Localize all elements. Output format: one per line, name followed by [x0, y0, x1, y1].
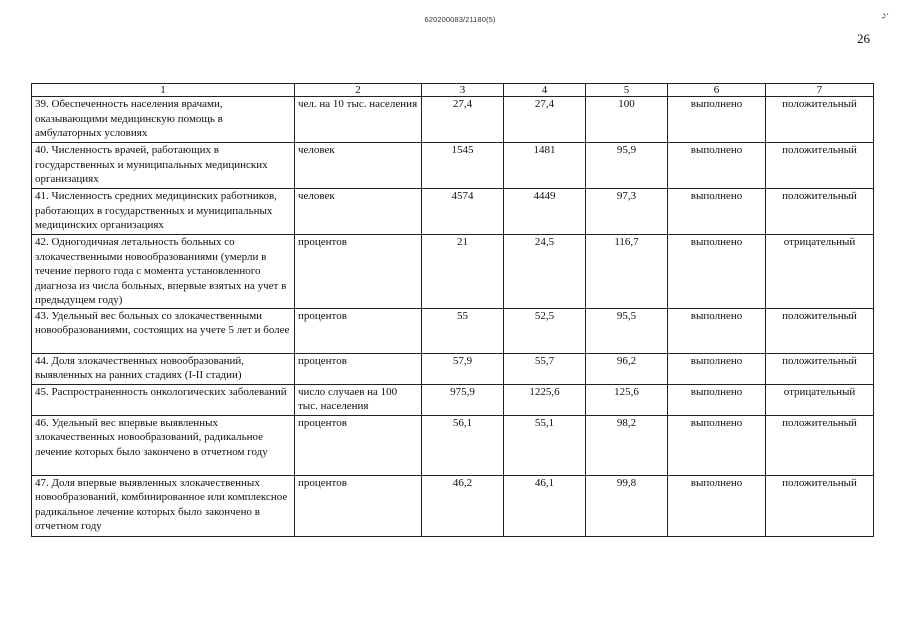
- status-cell: выполнено: [668, 308, 766, 353]
- column-header: 1: [32, 84, 295, 97]
- status-cell: выполнено: [668, 189, 766, 235]
- indicator-unit: процентов: [295, 308, 422, 353]
- status-cell: выполнено: [668, 384, 766, 415]
- handwritten-mark: ᴗ̣: [873, 10, 890, 21]
- effect-cell: положительный: [766, 353, 874, 384]
- effect-cell: положительный: [766, 189, 874, 235]
- status-cell: выполнено: [668, 143, 766, 189]
- value-col3: 975,9: [422, 384, 504, 415]
- indicator-name: 44. Доля злокачественных новообразований, выявленных на ранних стадиях (I-II стадии): [32, 353, 295, 384]
- indicator-name: 47. Доля впервые выявленных злокачественных новообразований, комбинированное или комплексное радикальное лечение которых было закончено в отчетном году: [32, 475, 295, 536]
- value-col3: 57,9: [422, 353, 504, 384]
- indicator-unit: человек: [295, 189, 422, 235]
- indicator-unit: человек: [295, 143, 422, 189]
- value-col3: 1545: [422, 143, 504, 189]
- indicator-unit: процентов: [295, 353, 422, 384]
- effect-cell: положительный: [766, 97, 874, 143]
- value-col5: 116,7: [586, 235, 668, 309]
- indicator-name: 43. Удельный вес больных со злокачественными новообразованиями, состоящих на учете 5 лет и более: [32, 308, 295, 353]
- value-col5: 98,2: [586, 415, 668, 475]
- table-row: [32, 97, 874, 143]
- indicator-name: 41. Численность средних медицинских работников, работающих в государственных и муниципальных медицинских организациях: [32, 189, 295, 235]
- column-header: 4: [504, 84, 586, 97]
- value-col4: 55,7: [504, 353, 586, 384]
- value-col5: 96,2: [586, 353, 668, 384]
- indicator-name: 45. Распространенность онкологических заболеваний: [32, 384, 295, 415]
- value-col4: 4449: [504, 189, 586, 235]
- column-header: 6: [668, 84, 766, 97]
- effect-cell: положительный: [766, 415, 874, 475]
- indicator-unit: чел. на 10 тыс. населения: [295, 97, 422, 143]
- value-col4: 1481: [504, 143, 586, 189]
- value-col4: 27,4: [504, 97, 586, 143]
- page-number: 26: [857, 31, 870, 46]
- value-col3: 55: [422, 308, 504, 353]
- status-cell: выполнено: [668, 415, 766, 475]
- effect-cell: положительный: [766, 475, 874, 536]
- value-col5: 99,8: [586, 475, 668, 536]
- indicator-unit: процентов: [295, 235, 422, 309]
- table-row: [32, 353, 874, 384]
- value-col5: 100: [586, 97, 668, 143]
- value-col3: 27,4: [422, 97, 504, 143]
- column-header: 7: [766, 84, 874, 97]
- value-col4: 1225,6: [504, 384, 586, 415]
- status-cell: выполнено: [668, 235, 766, 309]
- table-row: [32, 143, 874, 189]
- indicator-name: 42. Одногодичная летальность больных со злокачественными новообразованиями (умерли в течение первого года с момента установленного диагноза из числа больных, впервые взятых на учет в предыдущем году): [32, 235, 295, 309]
- table-row: [32, 384, 874, 415]
- indicator-name: 39. Обеспеченность населения врачами, оказывающими медицинскую помощь в амбулаторных условиях: [32, 97, 295, 143]
- table-row: [32, 189, 874, 235]
- value-col4: 52,5: [504, 308, 586, 353]
- indicators-table: [31, 83, 874, 537]
- status-cell: выполнено: [668, 475, 766, 536]
- indicator-unit: процентов: [295, 475, 422, 536]
- effect-cell: отрицательный: [766, 235, 874, 309]
- effect-cell: отрицательный: [766, 384, 874, 415]
- status-cell: выполнено: [668, 97, 766, 143]
- table-row: [32, 235, 874, 309]
- table-header-row: [32, 84, 874, 97]
- status-cell: выполнено: [668, 353, 766, 384]
- value-col5: 95,5: [586, 308, 668, 353]
- value-col5: 125,6: [586, 384, 668, 415]
- column-header: 2: [295, 84, 422, 97]
- table-row: [32, 308, 874, 353]
- value-col3: 46,2: [422, 475, 504, 536]
- table-row: [32, 415, 874, 475]
- effect-cell: положительный: [766, 143, 874, 189]
- value-col4: 24,5: [504, 235, 586, 309]
- value-col3: 21: [422, 235, 504, 309]
- value-col5: 97,3: [586, 189, 668, 235]
- value-col4: 46,1: [504, 475, 586, 536]
- value-col5: 95,9: [586, 143, 668, 189]
- column-header: 3: [422, 84, 504, 97]
- table-row: [32, 475, 874, 536]
- indicator-name: 40. Численность врачей, работающих в государственных и муниципальных медицинских организациях: [32, 143, 295, 189]
- indicator-unit: процентов: [295, 415, 422, 475]
- value-col4: 55,1: [504, 415, 586, 475]
- column-header: 5: [586, 84, 668, 97]
- indicator-name: 46. Удельный вес впервые выявленных злокачественных новообразований, радикальное лечение которых было закончено в отчетном году: [32, 415, 295, 475]
- value-col3: 56,1: [422, 415, 504, 475]
- effect-cell: положительный: [766, 308, 874, 353]
- indicator-unit: число случаев на 100 тыс. населения: [295, 384, 422, 415]
- value-col3: 4574: [422, 189, 504, 235]
- document-code: 620200083/21180(5): [424, 15, 496, 24]
